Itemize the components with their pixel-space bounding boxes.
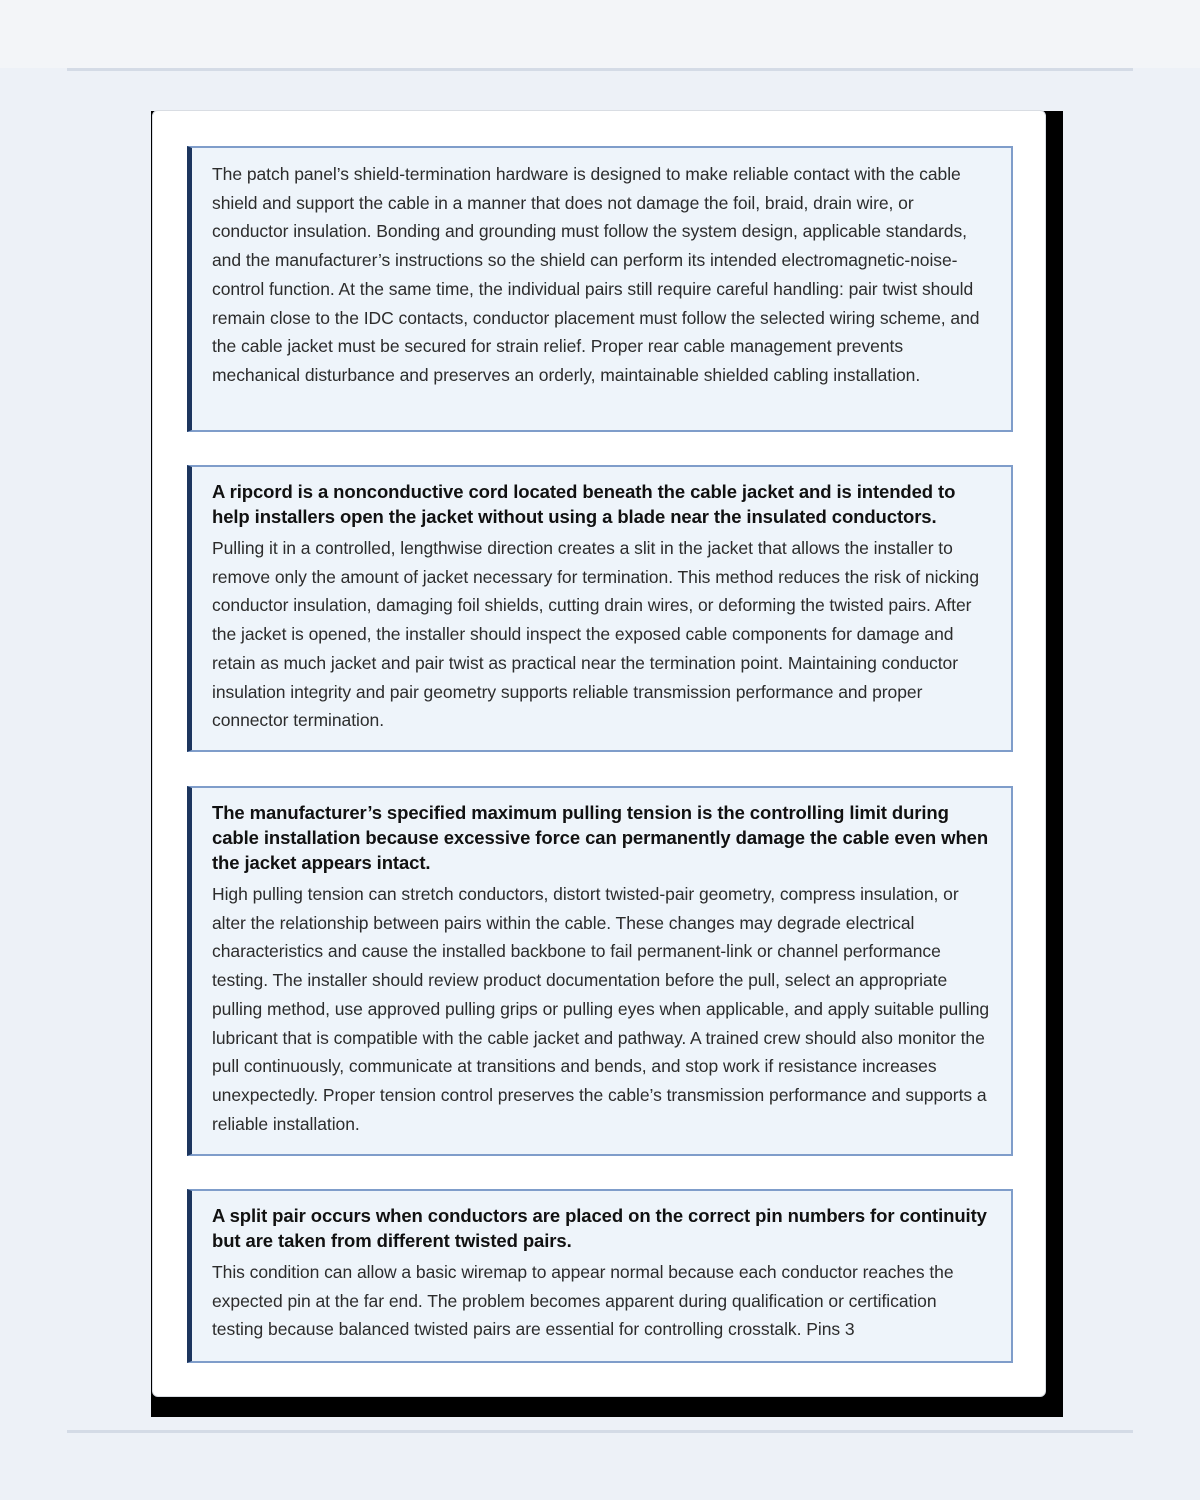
viewer-top-bar — [0, 0, 1200, 68]
callout-title: The manufacturer’s specified maximum pulling tension is the controlling limit during cable installation because excessive force can permanently damage the cable even when the jacket appears intact. — [212, 802, 989, 873]
callout-split-pair — [187, 1189, 1013, 1363]
callout-shield-termination — [187, 146, 1013, 432]
document-page — [152, 110, 1046, 1397]
callout-body: This condition can allow a basic wiremap to appear normal because each conductor reaches the expected pin at the far end. The problem becomes apparent during qualification or certification testing because balanced twisted pairs are essential for controlling crosstalk. Pins 3 — [212, 1262, 954, 1340]
callout-body: Pulling it in a controlled, lengthwise direction creates a slit in the jacket that allows the installer to remove only the amount of jacket necessary for termination. This method reduces the risk of nicking conductor insulation, damaging foil shields, cutting drain wires, or deforming the twisted pairs. After the jacket is opened, the installer should inspect the exposed cable components for damage and retain as much jacket and pair twist as practical near the termination point. Maintaining conductor insulation integrity and pair geometry supports reliable transmission performance and proper connector termination. — [212, 538, 980, 731]
top-divider — [67, 68, 1133, 71]
callout-body: High pulling tension can stretch conductors, distort twisted-pair geometry, compress insulation, or alter the relationship between pairs within the cable. These changes may degrade electrical characteristics and cause the installed backbone to fail permanent-link or channel performance testing. The installer should review product documentation before the pull, select an appropriate pulling method, use approved pulling grips or pulling eyes when applicable, and apply suitable pulling lubricant that is compatible with the cable jacket and pathway. A trained crew should also monitor the pull continuously, communicate at transitions and bends, and stop work if resistance increases unexpectedly. Proper tension control preserves the cable’s transmission performance and supports a reliable installation. — [212, 884, 990, 1134]
bottom-divider — [67, 1430, 1133, 1433]
callout-ripcord — [187, 465, 1013, 752]
callout-pulling-tension — [187, 786, 1013, 1156]
callout-body: The patch panel’s shield-termination hardware is designed to make reliable contact with the cable shield and support the cable in a manner that does not damage the foil, braid, drain wire, or conductor insulation. Bonding and grounding must follow the system design, applicable standards, and the manufacturer’s instructions so the shield can perform its intended electromagnetic-noise-control function. At the same time, the individual pairs still require careful handling: pair twist should remain close to the IDC contacts, conductor placement must follow the selected wiring scheme, and the cable jacket must be secured for strain relief. Proper rear cable management prevents mechanical disturbance and preserves an orderly, maintainable shielded cabling installation. — [212, 164, 980, 385]
callout-title: A ripcord is a nonconductive cord located beneath the cable jacket and is intended to help installers open the jacket without using a blade near the insulated conductors. — [212, 481, 956, 527]
callout-title: A split pair occurs when conductors are placed on the correct pin numbers for continuity but are taken from different twisted pairs. — [212, 1205, 987, 1251]
